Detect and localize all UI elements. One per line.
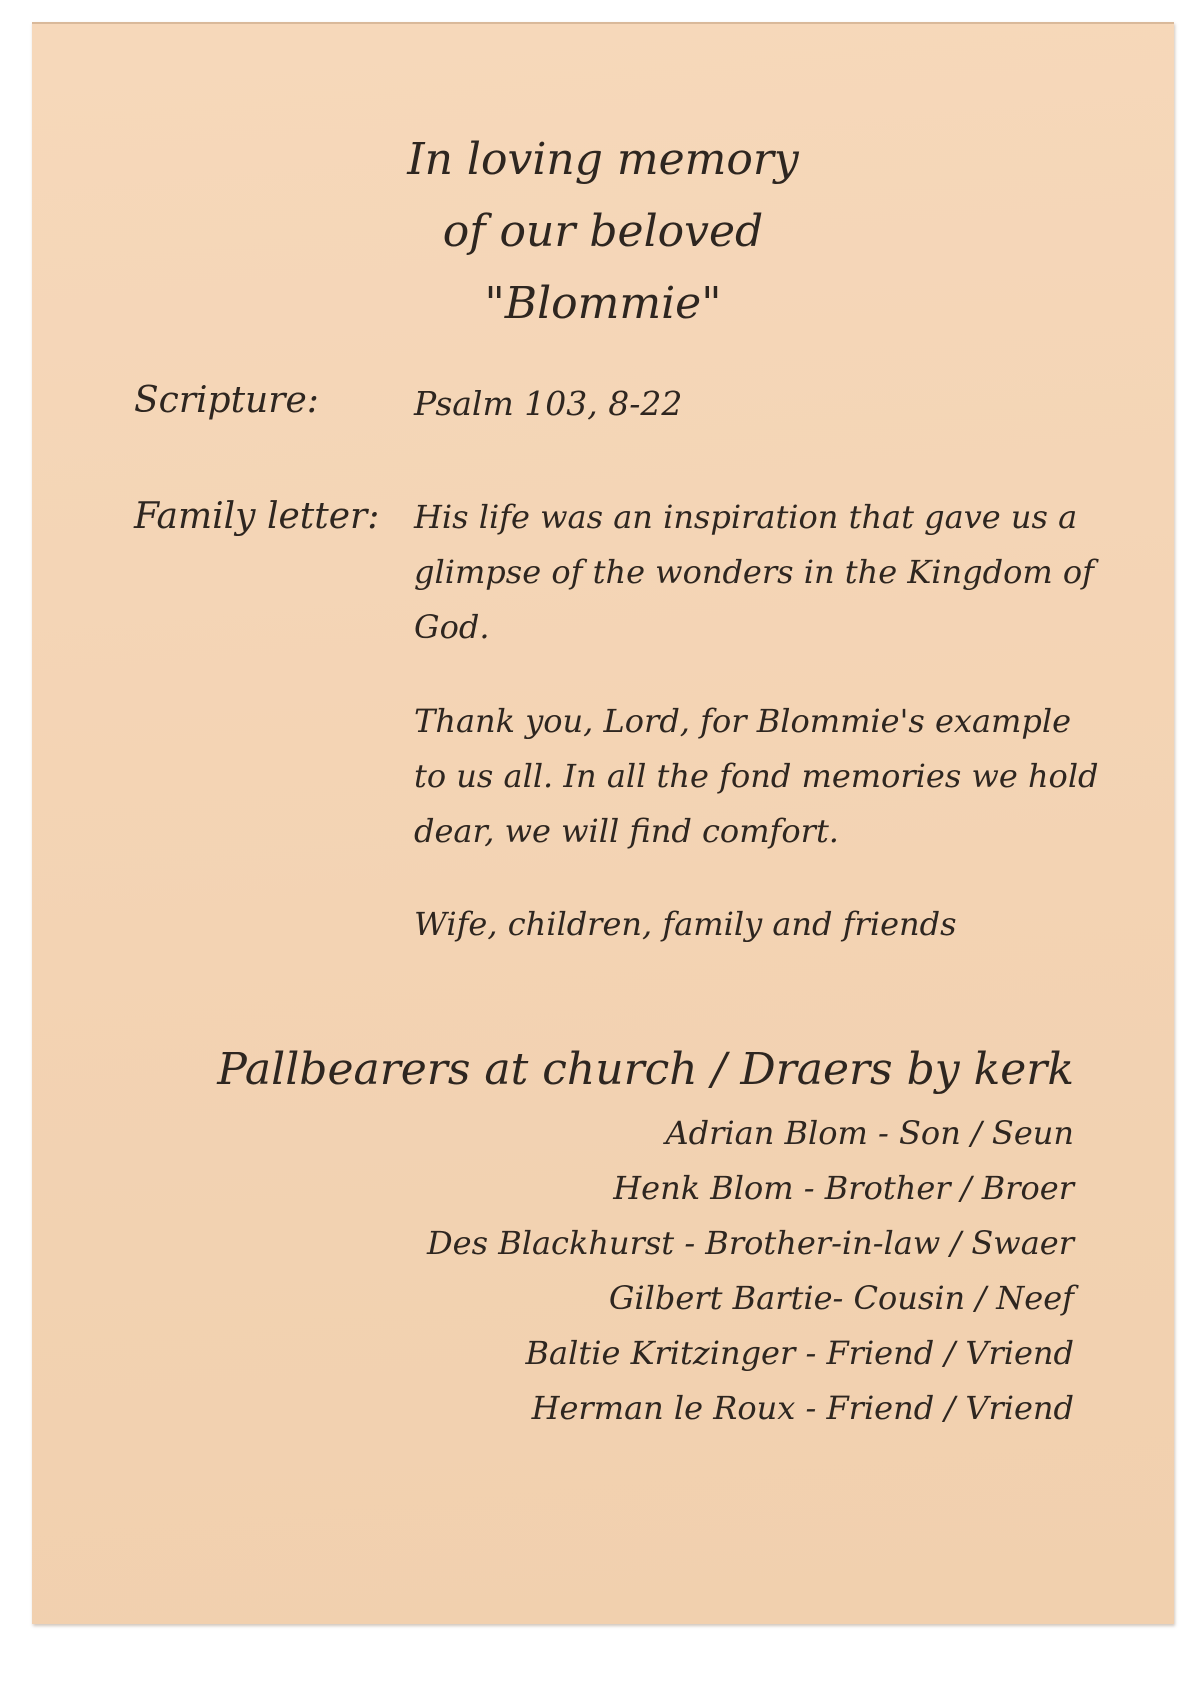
pallbearer-item: Henk Blom - Brother / Broer xyxy=(613,1169,1074,1207)
paragraph-line: to us all. In all the fond memories we hold xyxy=(414,757,1099,795)
title-line-3: "Blommie" xyxy=(484,278,722,329)
pallbearer-item: Baltie Kritzinger - Friend / Vriend xyxy=(525,1334,1074,1372)
pallbearers-list xyxy=(427,1106,1074,1436)
family-letter-paragraph-2 xyxy=(414,694,1104,859)
pallbearer-item: Adrian Blom - Son / Seun xyxy=(665,1114,1074,1152)
paragraph-line: Thank you, Lord, for Blommie's example xyxy=(414,702,1072,740)
family-letter-paragraph-1 xyxy=(414,490,1104,655)
paragraph-line: God. xyxy=(414,608,490,646)
memorial-card xyxy=(32,22,1174,1624)
pallbearer-item: Herman le Roux - Friend / Vriend xyxy=(531,1389,1074,1427)
scripture-reference: Psalm 103, 8-22 xyxy=(414,384,683,423)
memorial-title xyxy=(32,124,1174,340)
pallbearers-heading: Pallbearers at church / Draers by kerk xyxy=(217,1044,1074,1095)
paragraph-line: dear, we will find comfort. xyxy=(414,812,839,850)
title-line-1: In loving memory xyxy=(407,134,799,185)
paragraph-line: His life was an inspiration that gave us a xyxy=(414,498,1078,536)
scripture-label: Scripture: xyxy=(134,380,319,421)
paragraph-line: glimpse of the wonders in the Kingdom of xyxy=(414,553,1094,591)
pallbearer-item: Des Blackhurst - Brother-in-law / Swaer xyxy=(427,1224,1074,1262)
title-line-2: of our beloved xyxy=(442,206,764,257)
pallbearer-item: Gilbert Bartie- Cousin / Neef xyxy=(608,1279,1074,1317)
family-letter-signature: Wife, children, family and friends xyxy=(414,905,957,943)
family-letter-label: Family letter: xyxy=(134,496,380,537)
